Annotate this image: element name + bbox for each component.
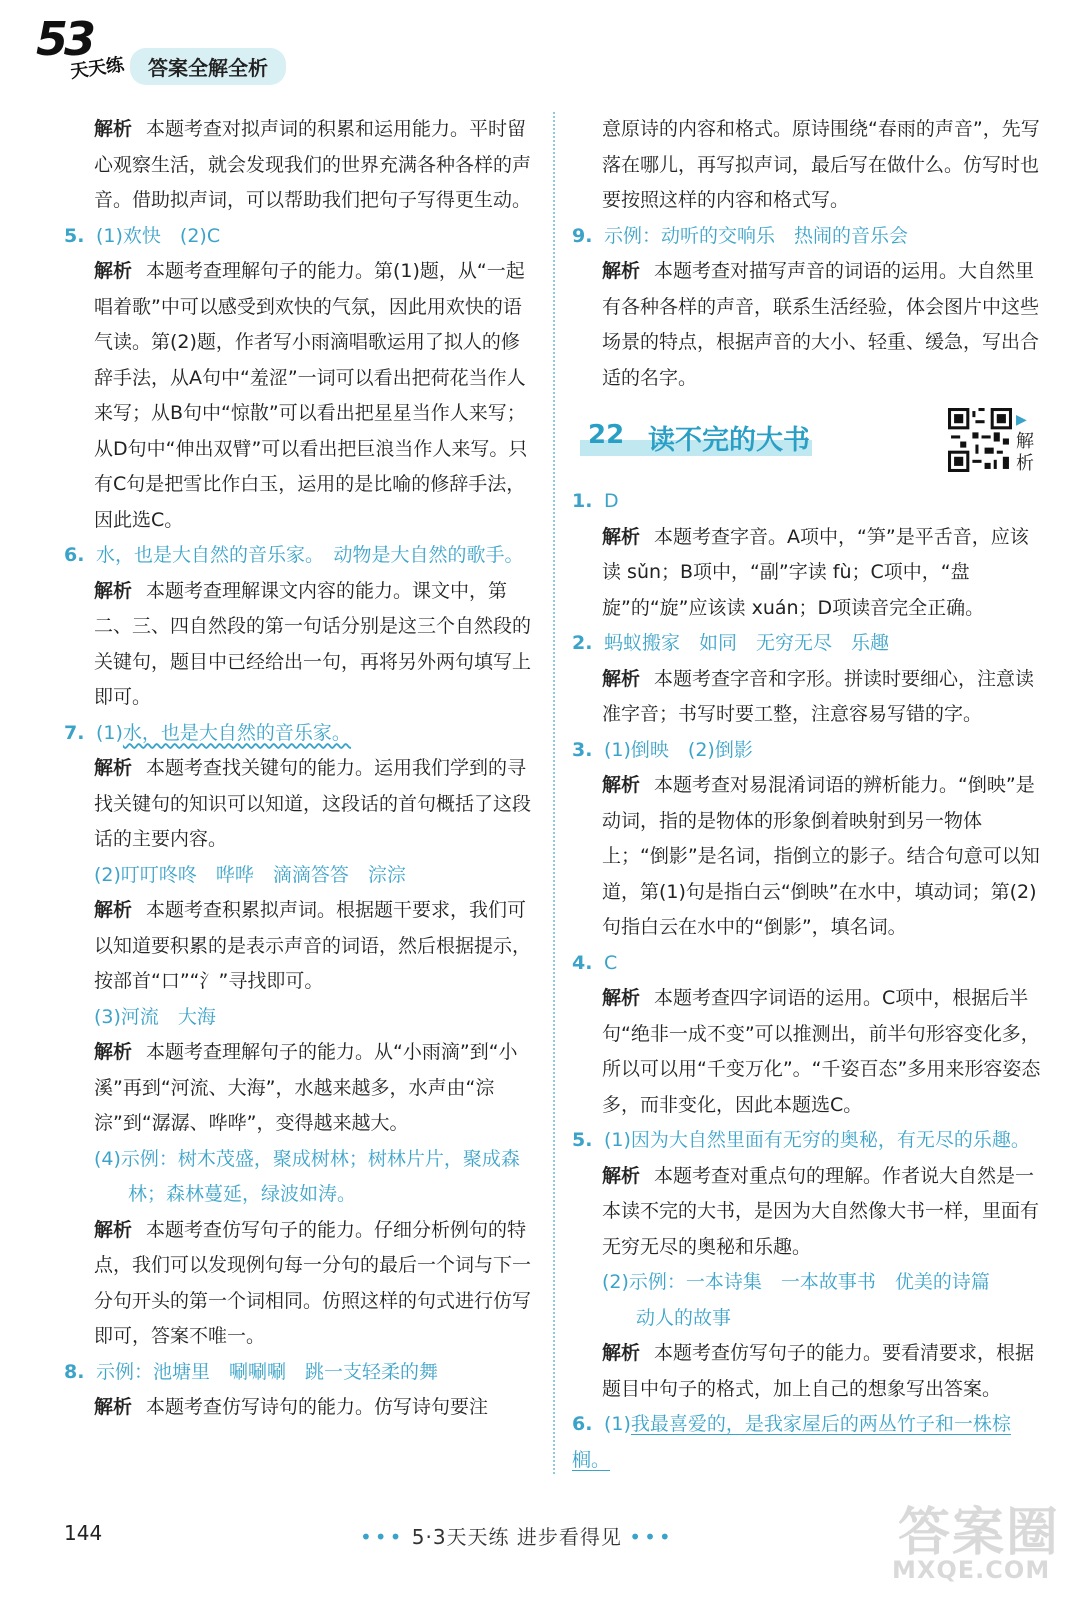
analysis-block: 解析 本题考查仿写诗句的能力。仿写诗句要注 <box>94 1396 489 1418</box>
analysis-block: 解析 本题考查理解句子的能力。从“小雨滴”到“小溪”再到“河流、大海”，水越来越多，水声由“淙淙”到“潺潺、哗哗”，变得越来越大。 <box>94 1041 518 1134</box>
lesson-q2-answer: 2. 蚂蚁搬家 如同 无穷无尽 乐趣 <box>572 632 890 654</box>
question-5-answer: 5. (1)欢快 (2)C <box>64 224 221 247</box>
analysis-block: 解析 本题考查字音和字形。拼读时要细心，注意读准字音；书写时要工整，注意容易写错的字。 <box>602 667 1035 725</box>
analysis-block: 解析 本题考查理解句子的能力。第(1)题，从“一起唱着歌”中可以感受到欢快的气氛，因此用欢快的语气读。第(2)题，作者写小雨滴唱歌运用了拟人的修辞手法，从A句中“羞涩”一词可以看出把荷花当作人来写；从B句中“惊散”可以看出把星星当作人来写；从D句中“伸出双臂”可以看出把巨浪当作人来写。只有C句是把雪比作白玉，运用的是比喻的修辞手法，因此选C。 <box>94 260 528 531</box>
column-divider <box>553 112 555 1474</box>
analysis-block: 解析 本题考查对拟声词的积累和运用能力。平时留心观察生活，就会发现我们的世界充满各种各样的声音。借助拟声词，可以帮助我们把句子写得更生动。 <box>94 118 532 211</box>
analysis-label: 解析 <box>94 118 133 140</box>
analysis-block: 解析 本题考查对描写声音的词语的运用。大自然里有各种各样的声音，联系生活经验，体会图片中这些场景的特点，根据声音的大小、轻重、缓急，写出合适的名字。 <box>602 260 1040 389</box>
watermark: 答案圈 MXQE.COM <box>892 1503 1061 1584</box>
question-6-answer: 6. 水，也是大自然的音乐家。 动物是大自然的歌手。 <box>64 544 524 566</box>
lesson-q6-answer: 6. (1)我最喜爱的，是我家屋后的两丛竹子和一株棕榈。 <box>572 1413 1011 1471</box>
question-9-answer: 9. 示例：动听的交响乐 热闹的音乐会 <box>572 224 909 247</box>
analysis-block: 解析 本题考查积累拟声词。根据题干要求，我们可以知道要积累的是表示声音的词语，然后根据提示，按部首“口”“氵”寻找即可。 <box>94 899 532 992</box>
analysis-block: 解析 本题考查对重点句的理解。作者说大自然是一本读不完的大书，是因为大自然像大书一样，里面有无穷无尽的奥秘和乐趣。 <box>602 1164 1040 1258</box>
page-header <box>30 12 430 88</box>
analysis-block: 解析 本题考查理解课文内容的能力。课文中，第二、三、四自然段的第一句话分别是这三个自然段的关键句，题目中已经给出一句，再将另外两句填写上即可。 <box>94 579 532 708</box>
analysis-block: 解析 本题考查四字词语的运用。C项中，根据后半句“绝非一成不变”可以推测出，前半句形容变化多，所以可以用“千变万化”。“千姿百态”多用来形容姿态多，而非变化，因此本题选C。 <box>602 987 1041 1116</box>
header-badge: 答案全解全析 <box>130 48 286 85</box>
analysis-block: 解析 本题考查仿写句子的能力。仔细分析例句的特点，我们可以发现例句每一分句的最后一个词与下一分句开头的第一个词相同。仿照这样的句式进行仿写即可，答案不唯一。 <box>94 1218 532 1347</box>
question-7-answer-2: (2)叮叮咚咚 哗哗 滴滴答答 淙淙 <box>94 863 406 886</box>
question-7-answer-1: 7. (1)水，也是大自然的音乐家。 <box>64 721 351 744</box>
lesson-q5-answer-2: (2)示例：一本诗集 一本故事书 优美的诗篇 <box>602 1271 990 1293</box>
qr-label: ▶ 解析 <box>1016 412 1034 474</box>
question-7-answer-4-cont: 林；森林蔓延，绿波如涛。 <box>128 1183 357 1205</box>
question-7-answer-3: (3)河流 大海 <box>94 1005 216 1028</box>
analysis-block: 解析 本题考查字音。A项中，“笋”是平舌音，应该读 sǔn；B项中，“副”字读 fù；C项中，“盘旋”的“旋”应该读 xuán；D项读音完全正确。 <box>602 525 1029 619</box>
left-column <box>64 112 534 1426</box>
footer-slogan: ••• 5·3天天练 进步看得见 ••• <box>360 1525 674 1549</box>
question-7-answer-4: (4)示例：树木茂盛，聚成树林；树林片片，聚成森 <box>94 1147 520 1170</box>
analysis-block: 解析 本题考查找关键句的能力。运用我们学到的寻找关键句的知识可以知道，这段话的首句概括了这段话的主要内容。 <box>94 757 532 850</box>
lesson-q1-answer: 1. D <box>572 490 619 512</box>
lesson-name: 读不完的大书 <box>648 425 810 456</box>
analysis-continuation: 意原诗的内容和格式。原诗围绕“春雨的声音”，先写落在哪儿，再写拟声词，最后写在做什么。仿写时也要按照这样的内容和格式写。 <box>602 118 1040 211</box>
analysis-block: 解析 本题考查仿写句子的能力。要看清要求，根据题目中句子的格式，加上自己的想象写出答案。 <box>602 1342 1035 1400</box>
right-column <box>572 112 1044 1478</box>
lesson-q5-answer-2-cont: 动人的故事 <box>636 1306 732 1329</box>
lesson-title <box>580 420 812 456</box>
analysis-block: 解析 本题考查对易混淆词语的辨析能力。“倒映”是动词，指的是物体的形象倒着映射到另一物体上；“倒影”是名词，指倒立的影子。结合句意可以知道，第(1)句是指白云“倒映”在水中，填动词；第(2)句指白云在水中的“倒影”，填名词。 <box>602 774 1040 938</box>
lesson-q4-answer: 4. C <box>572 951 618 974</box>
lesson-q3-answer: 3. (1)倒映 (2)倒影 <box>572 738 753 761</box>
lesson-banner <box>572 400 1044 474</box>
page-number: 144 <box>64 1521 103 1545</box>
lesson-number: 22 <box>588 420 625 450</box>
lesson-q5-answer-1: 5. (1)因为大自然里面有无穷的奥秘，有无尽的乐趣。 <box>572 1129 1030 1151</box>
question-8-answer: 8. 示例：池塘里 唰唰唰 跳一支轻柔的舞 <box>64 1360 439 1383</box>
brand-logo: 53 天天练 <box>36 12 126 83</box>
play-icon: ▶ <box>1016 412 1027 428</box>
qr-code-icon[interactable] <box>948 408 1012 472</box>
